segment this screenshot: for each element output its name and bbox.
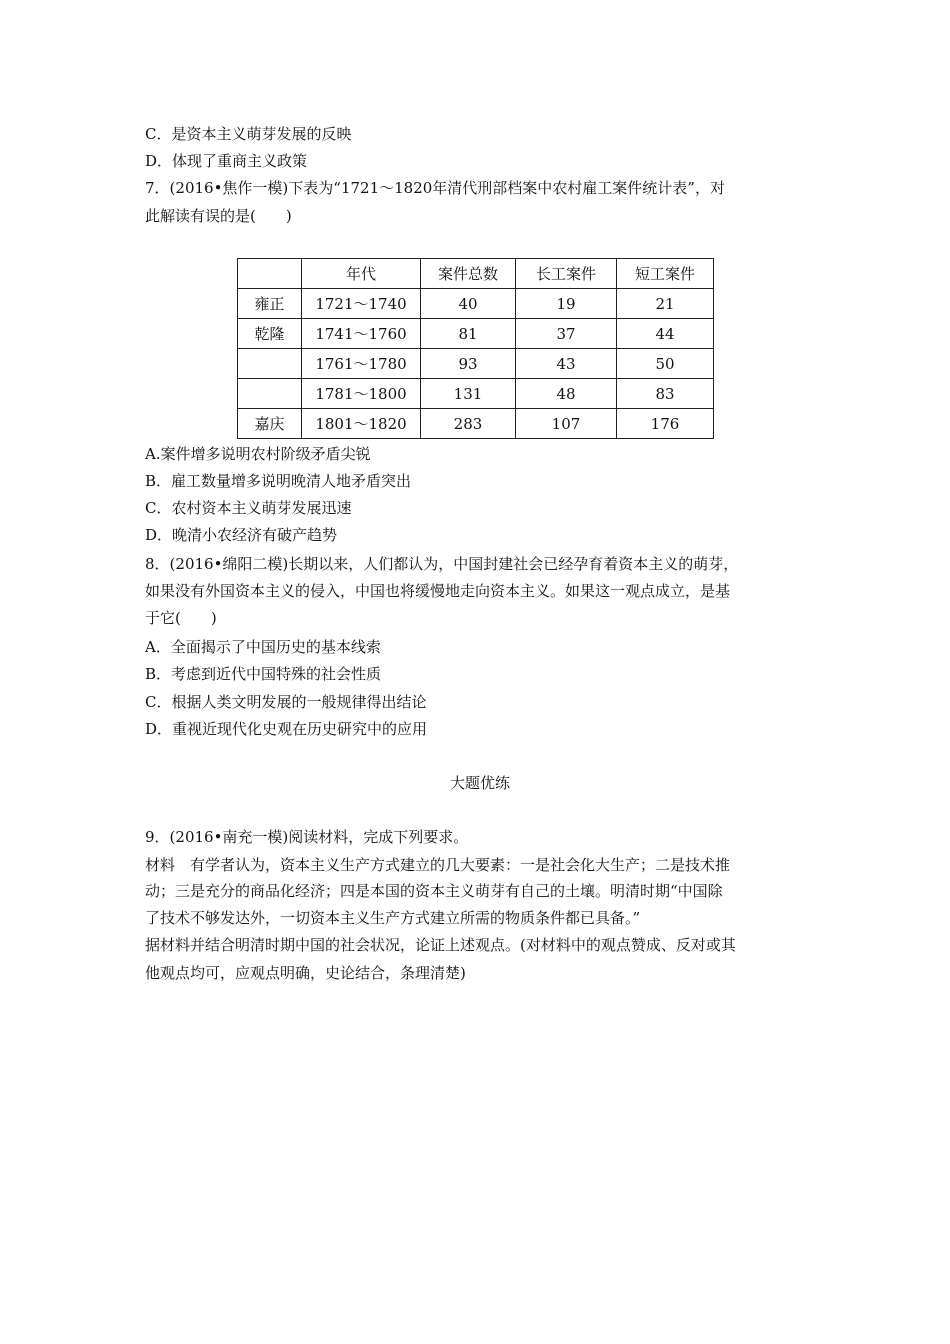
question-8-line-2: 如果没有外国资本主义的侵入，中国也将缓慢地走向资本主义。如果这一观点成立，是基 — [145, 582, 731, 600]
table-cell: 19 — [516, 289, 617, 319]
table-header-cell — [238, 259, 302, 289]
table-cell: 93 — [421, 349, 516, 379]
option-b-q7: B．雇工数量增多说明晚清人地矛盾突出 — [145, 472, 412, 490]
option-c-q8: C．根据人类文明发展的一般规律得出结论 — [145, 693, 427, 711]
table-cell: 107 — [516, 409, 617, 439]
table-cell — [238, 349, 302, 379]
table-cell: 37 — [516, 319, 617, 349]
table-cell: 1721～1740 — [302, 289, 421, 319]
table-cell: 50 — [617, 349, 714, 379]
table-cell: 21 — [617, 289, 714, 319]
option-c-q6: C．是资本主义萌芽发展的反映 — [145, 125, 352, 143]
table-cell: 40 — [421, 289, 516, 319]
table-cell: 嘉庆 — [238, 409, 302, 439]
table-cell: 1761～1780 — [302, 349, 421, 379]
question-9-line-4: 了技术不够发达外，一切资本主义生产方式建立所需的物质条件都已具备。” — [145, 909, 641, 927]
table-cell: 1801～1820 — [302, 409, 421, 439]
option-c-q7: C．农村资本主义萌芽发展迅速 — [145, 499, 352, 517]
case-statistics-table — [237, 258, 714, 439]
table-header-cell: 案件总数 — [421, 259, 516, 289]
question-9-line-1: 9．(2016•南充一模)阅读材料，完成下列要求。 — [145, 828, 469, 846]
table-row — [238, 319, 714, 349]
table-cell: 雍正 — [238, 289, 302, 319]
table-cell — [238, 379, 302, 409]
question-8-line-1: 8．(2016•绵阳二模)长期以来，人们都认为，中国封建社会已经孕育着资本主义的萌芽， — [145, 555, 739, 573]
table-cell: 44 — [617, 319, 714, 349]
question-9-line-6: 他观点均可，应观点明确，史论结合，条理清楚) — [145, 964, 466, 982]
table-cell: 131 — [421, 379, 516, 409]
table-header-cell: 长工案件 — [516, 259, 617, 289]
table-cell: 1741～1760 — [302, 319, 421, 349]
table-header-row — [238, 259, 714, 289]
question-8-line-3: 于它( ) — [145, 609, 217, 627]
table-cell: 1781～1800 — [302, 379, 421, 409]
table-row — [238, 379, 714, 409]
table-cell: 乾隆 — [238, 319, 302, 349]
table-cell: 43 — [516, 349, 617, 379]
option-b-q8: B．考虑到近代中国特殊的社会性质 — [145, 665, 382, 683]
table-cell: 176 — [617, 409, 714, 439]
question-7-line-2: 此解读有误的是( ) — [145, 207, 292, 225]
table-cell: 283 — [421, 409, 516, 439]
table-cell: 81 — [421, 319, 516, 349]
option-a-q7: A.案件增多说明农村阶级矛盾尖锐 — [145, 445, 371, 463]
option-d-q6: D．体现了重商主义政策 — [145, 152, 308, 170]
question-7-line-1: 7．(2016•焦作一模)下表为“1721～1820年清代刑部档案中农村雇工案件统计表”，对 — [145, 179, 725, 197]
table-header-cell: 年代 — [302, 259, 421, 289]
table-cell: 48 — [516, 379, 617, 409]
question-9-line-2: 材料 有学者认为，资本主义生产方式建立的几大要素：一是社会化大生产；二是技术推 — [145, 856, 731, 874]
option-a-q8: A．全面揭示了中国历史的基本线索 — [145, 638, 381, 656]
table-row — [238, 349, 714, 379]
question-9-line-5: 据材料并结合明清时期中国的社会状况，论证上述观点。(对材料中的观点赞成、反对或其 — [145, 936, 736, 954]
table-header-cell: 短工案件 — [617, 259, 714, 289]
option-d-q8: D．重视近现代化史观在历史研究中的应用 — [145, 720, 428, 738]
table-row — [238, 409, 714, 439]
question-9-line-3: 动；三是充分的商品化经济；四是本国的资本主义萌芽有自己的土壤。明清时期“中国除 — [145, 882, 723, 900]
table-row — [238, 289, 714, 319]
section-title: 大题优练 — [449, 774, 510, 792]
table-cell: 83 — [617, 379, 714, 409]
option-d-q7: D．晚清小农经济有破产趋势 — [145, 526, 338, 544]
